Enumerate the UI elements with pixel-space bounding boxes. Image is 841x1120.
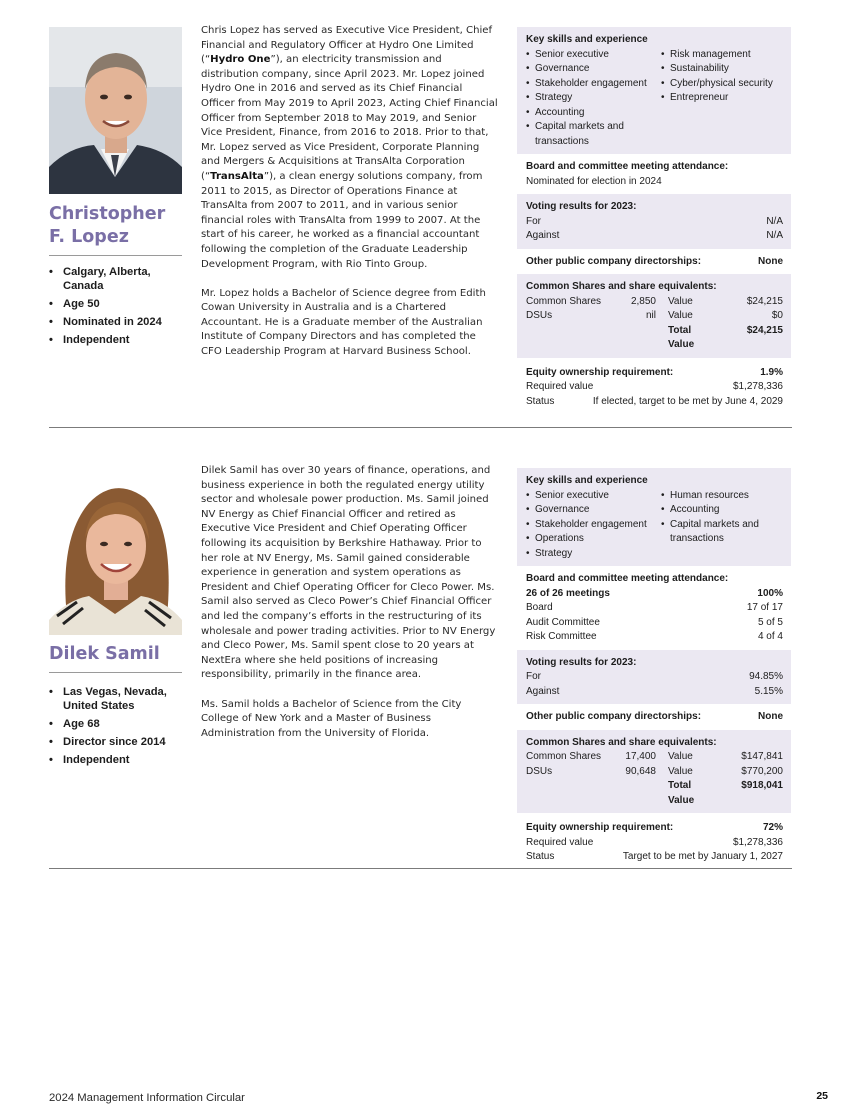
equity-section: Equity ownership requirement: 1.9% Required value $1,278,336 Status If elected, target to be met by June 4, 2029 <box>526 366 783 407</box>
nominee-biography <box>201 464 498 756</box>
nominee-info-panel <box>517 468 791 870</box>
fact-location: • Las Vegas, Nevada, United States <box>49 685 189 713</box>
section-divider <box>49 868 792 869</box>
skills-list: • Human resources • Accounting • Capital markets and transactions <box>661 489 770 562</box>
voting-row: For N/A <box>526 215 783 227</box>
nominee-name: Christopher F. Lopez <box>49 204 166 247</box>
nominee-info-panel <box>517 27 791 414</box>
fact-location: • Calgary, Alberta, Canada <box>49 265 189 293</box>
attendance-section: Board and committee meeting attendance: Nominated for election in 2024 <box>526 161 729 187</box>
skills-list: • Senior executive • Governance • Stakeholder engagement • Operations • Strategy <box>526 489 661 562</box>
shares-total-row: Total Value $24,215 <box>668 324 783 350</box>
skills-list: • Risk management • Sustainability • Cyber/physical security • Entrepreneur <box>661 48 773 150</box>
attendance-row: Board 17 of 17 <box>526 602 783 613</box>
fact-age: • Age 50 <box>49 297 189 311</box>
nominee-name: Dilek Samil <box>49 644 160 664</box>
attendance-row: Audit Committee 5 of 5 <box>526 616 783 628</box>
fact-status: • Nominated in 2024 <box>49 315 189 329</box>
nominee-photo <box>49 468 182 635</box>
voting-row: Against N/A <box>526 230 783 241</box>
shares-section: Common Shares and share equivalents: Common Shares 2,850 Value $24,215 DSUs nil Value $0 Total Value $24,215 <box>517 274 791 358</box>
shares-row: Common Shares 2,850 Value $24,215 <box>526 295 783 307</box>
page-number: 25 <box>816 1090 828 1102</box>
fact-age: • Age 68 <box>49 717 189 731</box>
bio-paragraph: Ms. Samil holds a Bachelor of Science from the City College of New York and a Master of Business Administration from the University of Florida. <box>201 698 462 739</box>
fact-independence: • Independent <box>49 333 189 347</box>
shares-total-row: Total Value $918,041 <box>668 780 783 806</box>
shares-row: Common Shares 17,400 Value $147,841 <box>526 751 783 762</box>
shares-section: Common Shares and share equivalents: Common Shares 17,400 Value $147,841 DSUs 90,648 Value $770,200 Total Value $918,041 <box>517 730 791 814</box>
fact-independence: • Independent <box>49 753 189 767</box>
voting-section: Voting results for 2023: For 94.85% Against 5.15% <box>517 650 791 705</box>
name-divider <box>49 255 182 256</box>
attendance-row: Risk Committee 4 of 4 <box>526 631 783 642</box>
fact-status: • Director since 2014 <box>49 735 189 749</box>
section-divider <box>49 427 792 428</box>
directorships-section: Other public company directorships: None <box>526 255 783 267</box>
nominee-facts <box>49 265 189 351</box>
voting-section: Voting results for 2023: For N/A Against N/A <box>517 194 791 249</box>
nominee-photo <box>49 27 182 194</box>
shares-row: DSUs 90,648 Value $770,200 <box>526 765 783 777</box>
attendance-section: Board and committee meeting attendance: 26 of 26 meetings 100% Board 17 of 17 Audit Committee 5 of 5 Risk Committee 4 of 4 <box>517 566 791 650</box>
skills-section: Key skills and experience • Senior executive • Governance • Stakeholder engagement • Strategy • Accounting • Capital markets and transactions • Risk management • Sustainability • Cyber/physical security • Entrepreneur <box>517 27 791 154</box>
skills-section: Key skills and experience • Senior executive • Governance • Stakeholder engagement • Operations • Strategy • Human resources • Accounting • Capital markets and transactions <box>517 468 791 566</box>
nominee-biography <box>201 24 498 374</box>
nominee-facts <box>49 685 189 771</box>
bio-paragraph: Dilek Samil has over 30 years of finance, operations, and business experience in both the regulated energy utility sector and wholesale power production. Ms. Samil joined NV Energy as Chief Financial Officer and retired as Executive Vice President and Chief Operating Officer following its acquisition by Berkshire Hathaway. Prior to her role at NV Energy, Ms. Samil gained considerable experience in generation and system operations as President and Chief Operating Officer for Cleco Power. Ms. Samil also served as Cleco Power’s Chief Financial Officer and led the company’s efforts in the restructuring of its wholesale and power trading activities. Prior to NV Energy and Cleco Power, Ms. Samil spent close to 20 years at NextEra where she held positions of increasing responsibility, primarily in the finance area. <box>201 465 496 681</box>
skills-list: • Senior executive • Governance • Stakeholder engagement • Strategy • Accounting • Capital markets and transactions <box>526 48 661 150</box>
bio-paragraph: Chris Lopez has served as Executive Vice President, Chief Financial and Regulatory Officer at Hydro One Limited (“Hydro One”), an electricity transmission and distribution company, since April 2023. Mr. Lopez joined Hydro One in 2016 and served as its Chief Financial Officer from May 2019 to April 2023, Acting Chief Financial Officer from September 2018 to May 2019, and Senior Vice President, Finance, from 2016 to 2018. Prior to that, Mr. Lopez served as Vice President, Corporate Planning and Mergers & Acquisitions at TransAlta Corporation (“TransAlta”), a clean energy solutions company, from 2011 to 2015, as Director of Operations Finance at TransAlta from 2007 to 2011, and in various senior financial roles with TransAlta from 1999 to 2007. At the start of his career, he worked as a financial accountant following the completion of the Graduate Leadership Development Program, with Rio Tinto Group. <box>201 25 498 270</box>
equity-section: Equity ownership requirement: 72% Required value $1,278,336 Status Target to be met by January 1, 2027 <box>526 822 783 862</box>
shares-row: DSUs nil Value $0 <box>526 310 783 321</box>
footer-title: 2024 Management Information Circular <box>49 1092 245 1104</box>
directorships-section: Other public company directorships: None <box>526 711 783 722</box>
name-divider <box>49 672 182 673</box>
bio-paragraph: Mr. Lopez holds a Bachelor of Science degree from Edith Cowan University in Australia and is a Chartered Accountant. He is a Graduate member of the Australian Institute of Company Directors and has completed the CFO Leadership Program at Harvard Business School. <box>201 287 486 358</box>
voting-row: Against 5.15% <box>526 685 783 697</box>
voting-row: For 94.85% <box>526 671 783 682</box>
